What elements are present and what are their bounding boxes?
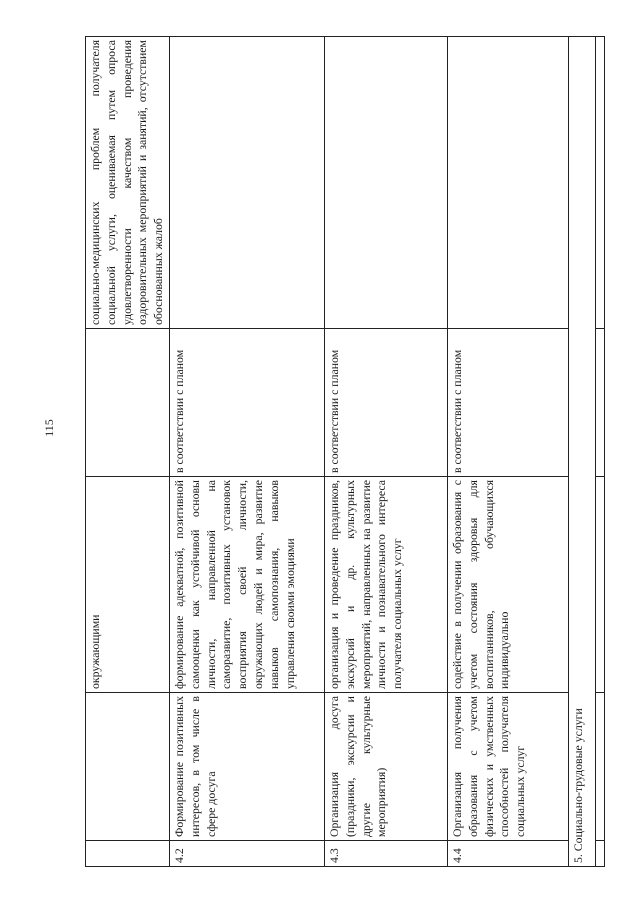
cell-term: в соответствии с планом xyxy=(447,329,568,477)
cell-quality xyxy=(169,37,324,329)
table-row xyxy=(447,37,568,867)
cell-empty xyxy=(595,841,604,867)
cell-term xyxy=(86,329,170,477)
table-row xyxy=(324,37,447,867)
cell-num: 4.4 xyxy=(447,841,568,867)
rotated-page-content xyxy=(85,37,585,867)
cell-quality xyxy=(324,37,447,329)
cell-term: в соответствии с планом xyxy=(324,329,447,477)
cell-service: Организация досуга (праздники, экскурсии и другие культурные мероприятия) xyxy=(324,693,447,841)
cell-num xyxy=(86,841,170,867)
cell-num: 4.2 xyxy=(169,841,324,867)
section-heading: 5. Социально-трудовые услуги xyxy=(568,37,595,867)
section-row xyxy=(568,37,595,867)
cell-term: в соответствии с планом xyxy=(169,329,324,477)
cell-num: 4.3 xyxy=(324,841,447,867)
cell-content: формирование адекватной, позитивной самооценки как устойчивой основы личности, направленной на саморазвитие, позитивных установок восприятия своей личности, окружающих людей и мира, развитие навыков самопознания, навыков управления своими эмоциями xyxy=(169,477,324,693)
cell-quality: социально-медицинских проблем получателя социальной услуги, оцениваемая путем опроса удовлетворенности качеством проведения оздоровительных мероприятий и занятий, отсутствием обоснованных жалоб xyxy=(86,37,170,329)
cell-content: содействие в получении образования с учетом состояния здоровья для воспитанников, обучающихся индивидуально xyxy=(447,477,568,693)
page-number: 115 xyxy=(42,419,56,437)
cell-empty xyxy=(595,477,604,693)
table-row xyxy=(595,37,604,867)
cell-empty xyxy=(595,693,604,841)
cell-content: организация и проведение праздников, экскурсий и др. культурных мероприятий, направленных на развитие личности и познавательного интереса получателя социальных услуг xyxy=(324,477,447,693)
cell-quality xyxy=(447,37,568,329)
cell-empty xyxy=(595,37,604,329)
table-row xyxy=(86,37,170,867)
cell-service xyxy=(86,693,170,841)
cell-content: окружающими xyxy=(86,477,170,693)
cell-empty xyxy=(595,329,604,477)
services-table xyxy=(85,36,605,867)
cell-service: Формирование позитивных интересов, в том числе в сфере досуга xyxy=(169,693,324,841)
table-row xyxy=(169,37,324,867)
cell-service: Организация получения образования с учетом физических и умственных способностей получателя социальных услуг xyxy=(447,693,568,841)
